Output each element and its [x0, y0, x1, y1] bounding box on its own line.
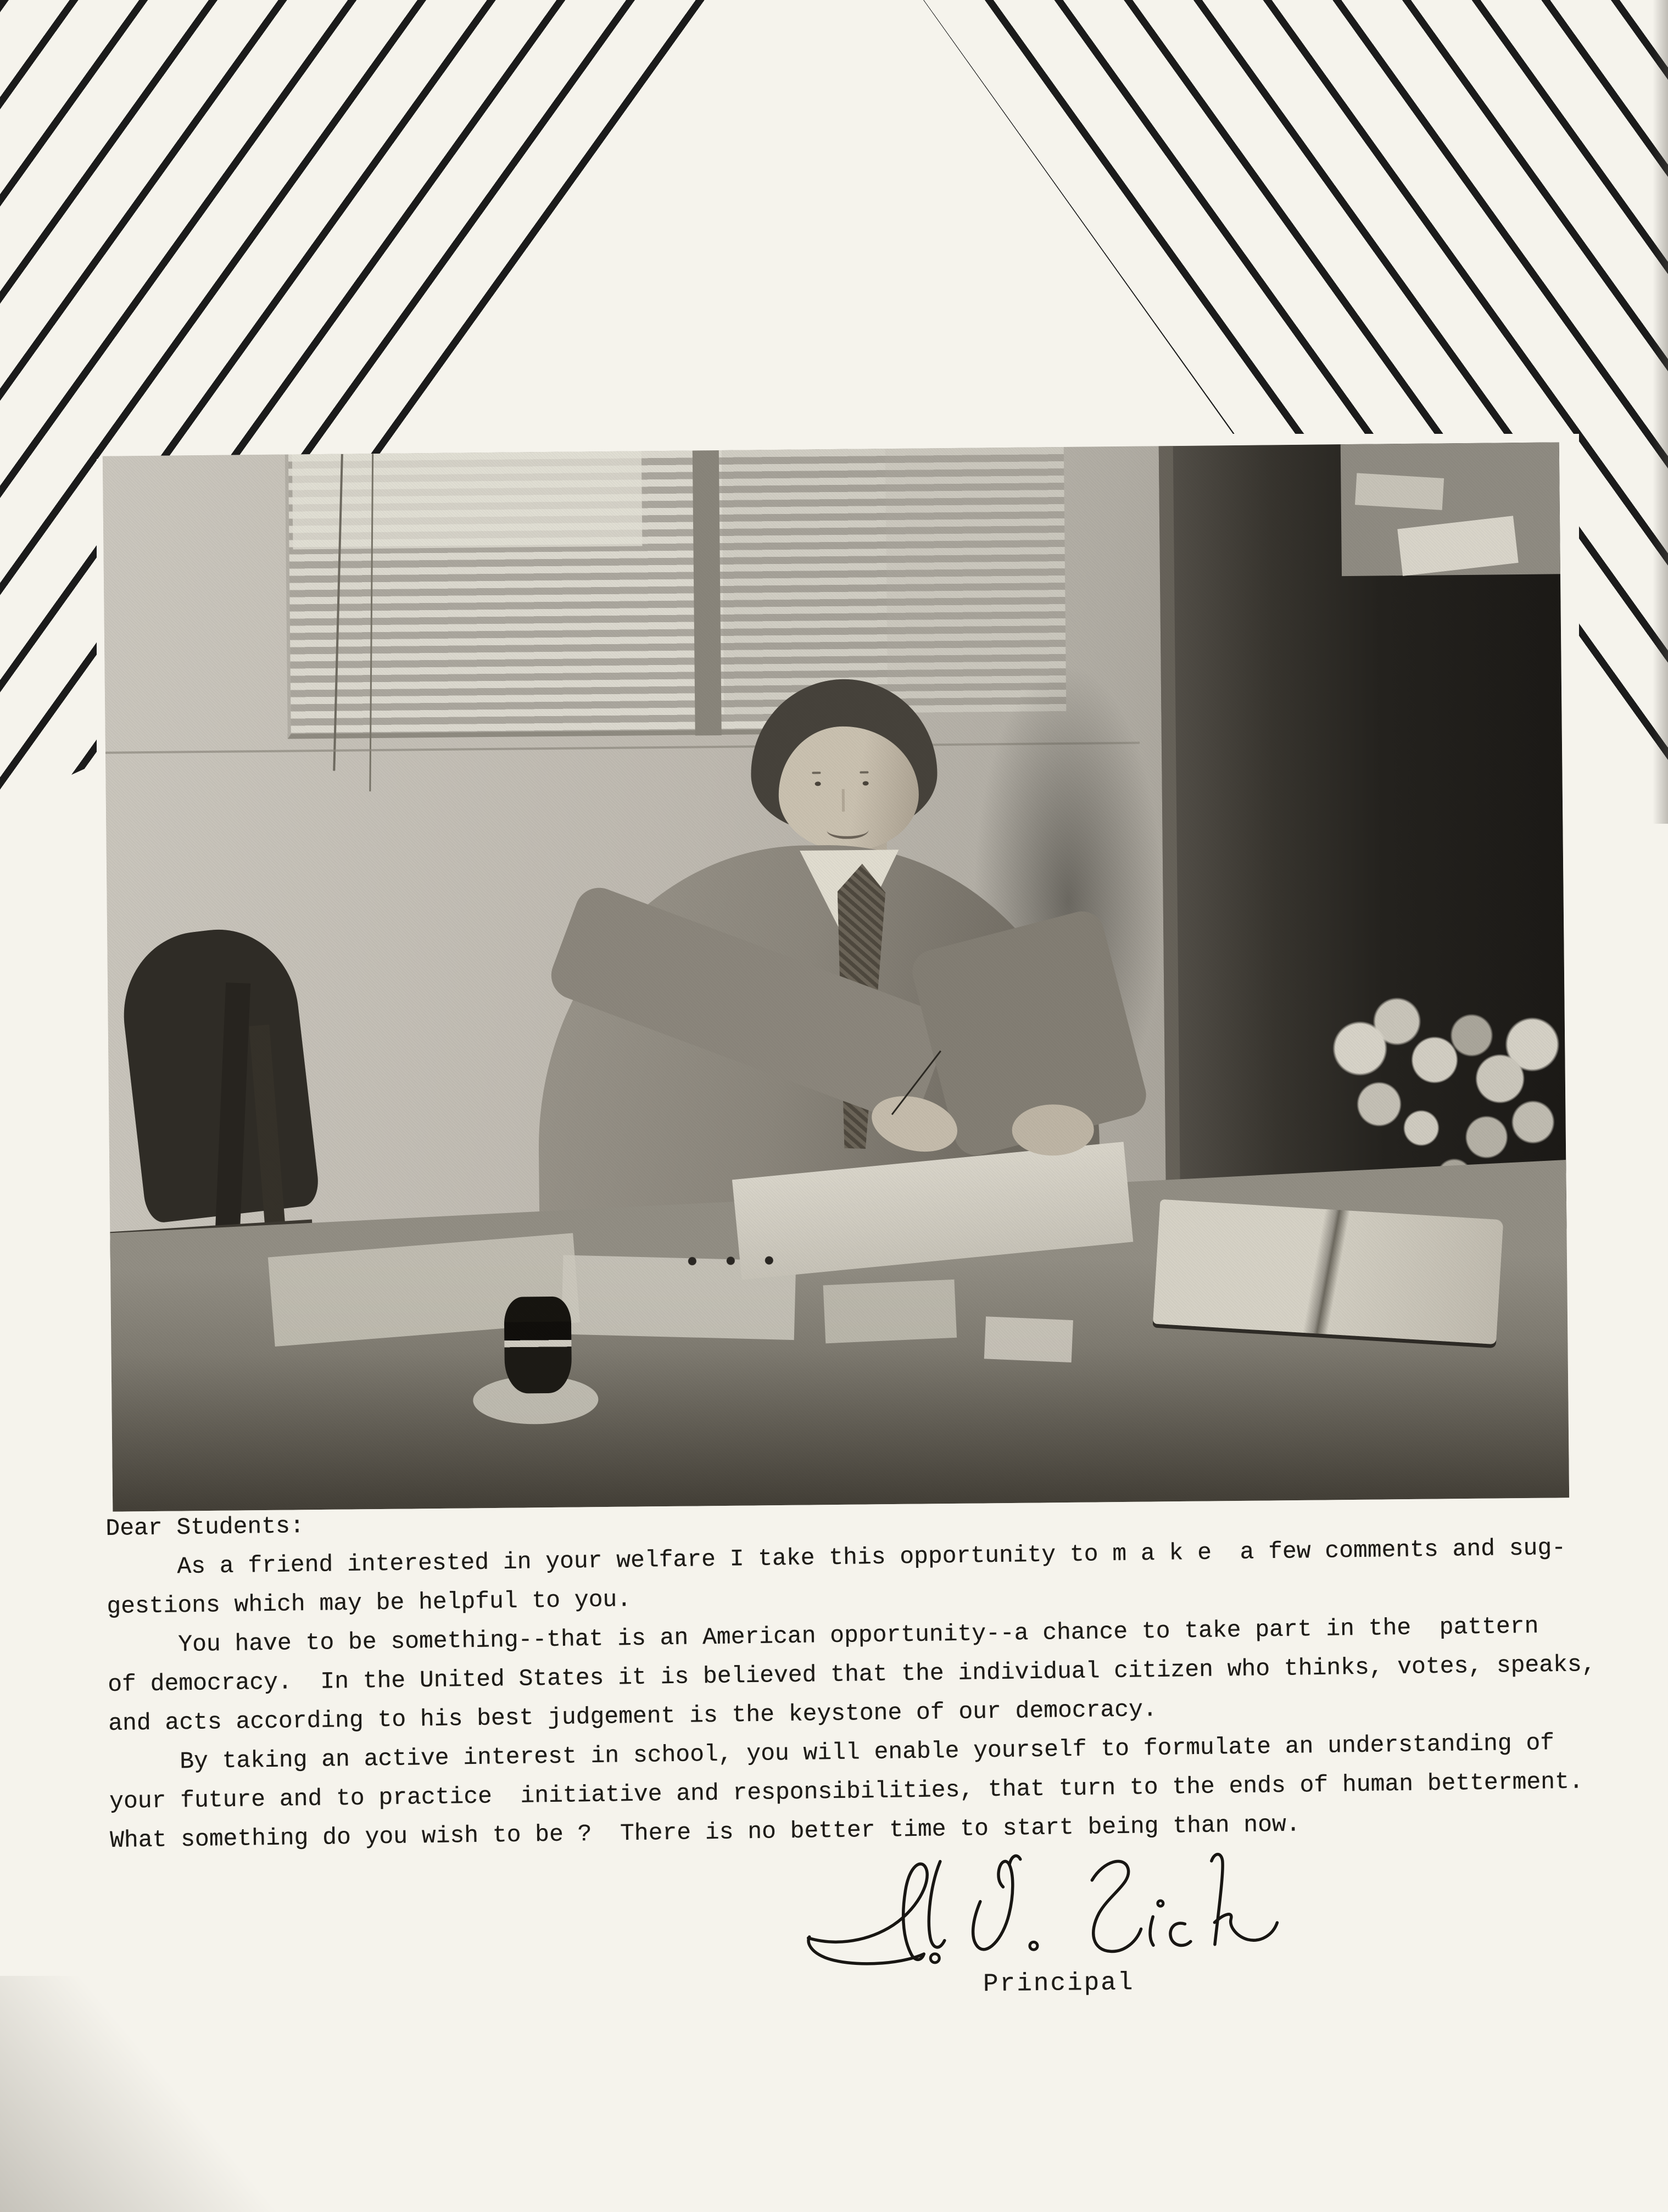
eye — [863, 781, 869, 786]
principal-photo — [103, 442, 1569, 1511]
letter-line: As a friend interested in your welfare I take this opportunity to m a k e a few comments and sug- — [106, 1534, 1566, 1581]
card-under-glass — [984, 1316, 1073, 1362]
inkwell — [504, 1296, 572, 1394]
desk-buttons — [678, 1248, 795, 1274]
eyebrow — [812, 772, 821, 774]
nose — [841, 789, 844, 812]
letter-line: of democracy. In the United States it is believed that the individual citizen who thinks, votes, speaks, — [108, 1651, 1596, 1698]
open-book — [1153, 1199, 1503, 1344]
window-mullion — [693, 450, 722, 735]
letter-body — [105, 1488, 1642, 1860]
raised-blind — [292, 451, 643, 549]
principal-title: Principal — [983, 1968, 1135, 1999]
page-corner-shadow — [0, 1976, 308, 2212]
paper-under-glass — [823, 1280, 957, 1343]
eyebrow — [860, 772, 868, 774]
resting-hand — [1012, 1104, 1094, 1156]
letter-line: By taking an active interest in school, you will enable yourself to formulate an understanding of — [108, 1729, 1555, 1776]
signature-handwriting — [804, 1845, 1289, 1972]
letter-line: What something do you wish to be ? There is no better time to start being than now. — [109, 1811, 1301, 1854]
smiling-mouth — [827, 821, 869, 839]
papers-on-cabinet — [1355, 473, 1444, 510]
eye — [815, 782, 821, 786]
letter-line: You have to be something--that is an American opportunity--a chance to take part in the pattern — [107, 1612, 1539, 1659]
page-edge-shadow — [1653, 0, 1668, 824]
letter-line: your future and to practice initiative and responsibilities, that turn to the ends of human betterment. — [109, 1768, 1583, 1815]
letter-line: gestions which may be helpful to you. — [107, 1585, 632, 1620]
letter-line: and acts according to his best judgement is the keystone of our democracy. — [108, 1695, 1157, 1737]
salutation: Dear Students: — [105, 1512, 305, 1542]
